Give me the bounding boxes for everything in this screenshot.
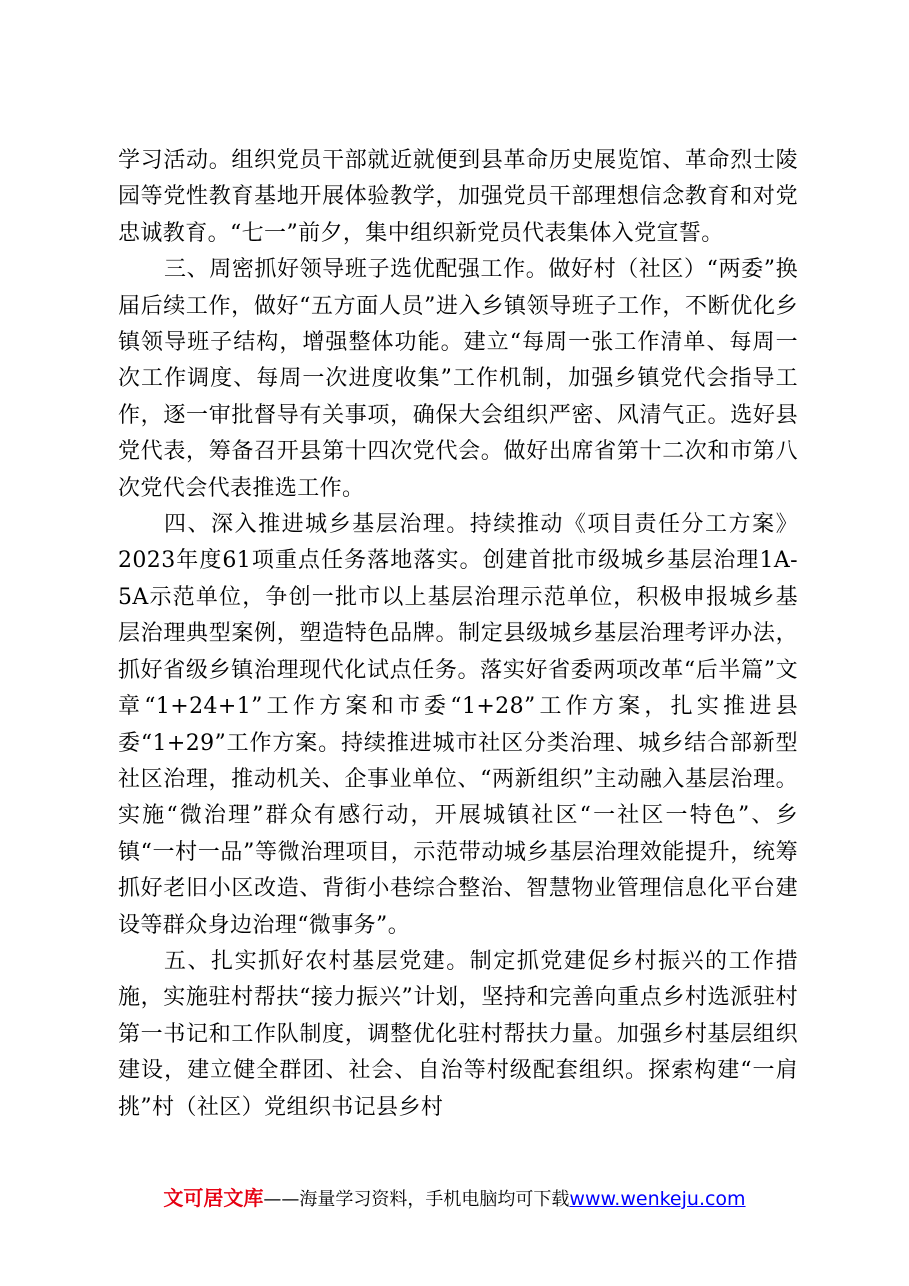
paragraph-section-five: 五、扎实抓好农村基层党建。制定抓党建促乡村振兴的工作措施，实施驻村帮扶“接力振兴”计划，坚持和完善向重点乡村选派驻村第一书记和工作队制度，调整优化驻村帮扶力量。加强乡村基层组织建设，建立健全群团、社会、自治等村级配套组织。探索构建“一肩挑”村（社区）党组织书记县乡村 <box>118 948 798 1120</box>
paragraph-section-three: 三、周密抓好领导班子选优配强工作。做好村（社区）“两委”换届后续工作，做好“五方面人员”进入乡镇领导班子工作，不断优化乡镇领导班子结构，增强整体功能。建立“每周一张工作清单、每周一次工作调度、每周一次进度收集”工作机制，加强乡镇党代会指导工作，逐一审批督导有关事项，确保大会组织严密、风清气正。选好县党代表，筹备召开县第十四次党代会。做好出席省第十二次和市第八次党代会代表推选工作。 <box>118 257 798 501</box>
paragraph-section-four: 四、深入推进城乡基层治理。持续推动《项目责任分工方案》2023年度61项重点任务落地落实。创建首批市级城乡基层治理1A-5A示范单位，争创一批市以上基层治理示范单位，积极申报城乡基层治理典型案例，塑造特色品牌。制定县级城乡基层治理考评办法，抓好省级乡镇治理现代化试点任务。落实好省委两项改革“后半篇”文章“1+24+1”工作方案和市委“1+28”工作方案，扎实推进县委“1+29”工作方案。持续推进城市社区分类治理、城乡结合部新型社区治理，推动机关、企事业单位、“两新组织”主动融入基层治理。实施“微治理”群众有感行动，开展城镇社区“一社区一特色”、乡镇“一村一品”等微治理项目，示范带动城乡基层治理效能提升，统筹抓好老旧小区改造、背街小巷综合整治、智慧物业管理信息化平台建设等群众身边治理“微事务”。 <box>118 512 798 938</box>
footer-banner <box>0 1182 909 1211</box>
footer-brand: 文可居文库 <box>163 1186 264 1210</box>
paragraph-continuation: 学习活动。组织党员干部就近就便到县革命历史展览馆、革命烈士陵园等党性教育基地开展体验教学，加强党员干部理想信念教育和对党忠诚教育。“七一”前夕，集中组织新党员代表集体入党宣誓。 <box>118 148 798 246</box>
document-body <box>118 143 798 1126</box>
footer-tagline: ——海量学习资料，手机电脑均可下载 <box>263 1189 570 1210</box>
footer-website-link[interactable]: www.wenkeju.com <box>569 1188 746 1210</box>
